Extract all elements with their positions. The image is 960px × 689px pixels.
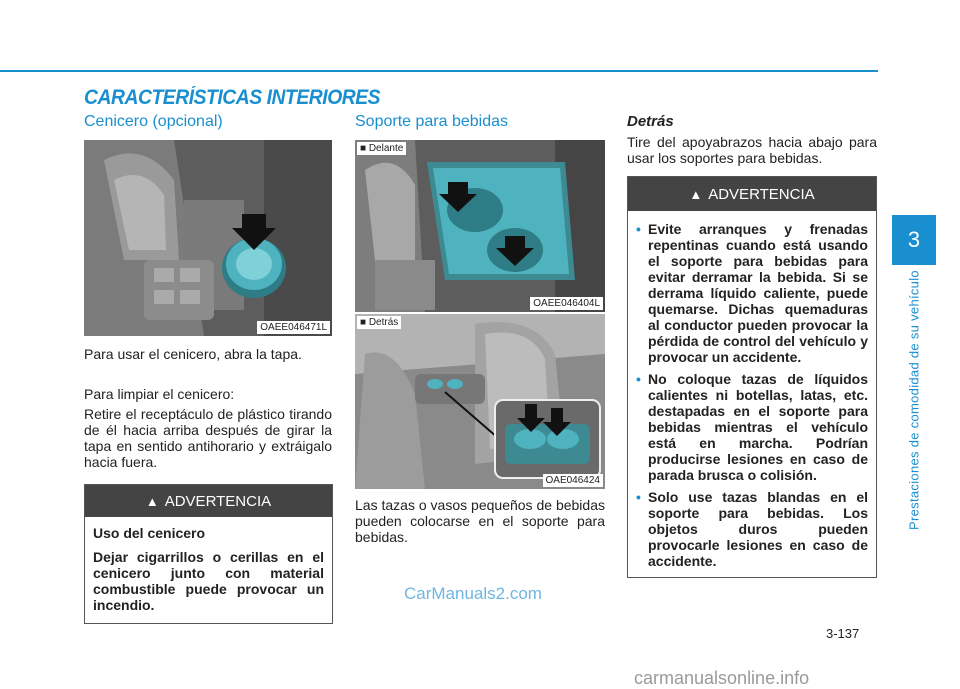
bullet-dot-icon: •	[636, 221, 641, 237]
page-number: 3-137	[826, 626, 860, 641]
rear-cupholder-photo	[355, 314, 605, 489]
rear-heading: Detrás	[627, 113, 674, 130]
cupholder-warning-title: ADVERTENCIA	[708, 185, 815, 203]
cupholder-heading: Soporte para bebidas	[355, 113, 508, 130]
warning-bullet-text: No coloque tazas de líquidos calientes ni botellas, latas, etc. destapadas en el soporte para bebidas mientras el vehículo está en marcha. Podrían producirse lesiones en caso de parada brusca o colisión.	[648, 371, 868, 483]
warning-triangle-icon: ▲	[689, 186, 703, 202]
ashtray-warning-header	[85, 485, 332, 517]
ashtray-usage-text: Para usar el cenicero, abra la tapa.	[84, 346, 302, 362]
front-cupholder-tag: ■ Delante	[357, 142, 406, 155]
ashtray-illustration	[84, 140, 332, 336]
ashtray-photo	[84, 140, 332, 336]
section-title: CARACTERÍSTICAS INTERIORES	[84, 86, 381, 109]
warning-bullet	[636, 489, 868, 569]
warning-bullet-text: Evite arranques y frenadas repentinas cuando está usando el soporte para bebidas para evitar derramar la bebida. Si se derrama líquido caliente, puede quemarse. Dichas quemaduras al conductor pueden provocar la pérdida de control del vehículo y provocar un accidente.	[648, 221, 868, 365]
cupholder-warning-box	[627, 176, 877, 578]
ashtray-warning-title: ADVERTENCIA	[164, 492, 272, 510]
cupholder-warning-header	[628, 177, 876, 211]
ashtray-image-code: OAEE046471L	[257, 321, 330, 334]
rear-cupholder-image-code: OAE046424	[543, 474, 604, 487]
ashtray-heading: Cenicero (opcional)	[84, 113, 223, 130]
rear-text: Tire del apoyabrazos hacia abajo para usar los soportes para bebidas.	[627, 134, 877, 166]
bullet-dot-icon: •	[636, 371, 641, 387]
watermark-carmanualsonline[interactable]: carmanualsonline.info	[634, 668, 810, 688]
watermark-carmanuals2[interactable]: CarManuals2.com	[404, 584, 542, 603]
cupholder-warning-body	[628, 211, 876, 583]
ashtray-clean-intro: Para limpiar el cenicero:	[84, 386, 235, 402]
front-cupholder-illustration	[355, 140, 605, 312]
warning-bullet-text: Solo use tazas blandas en el soporte para bebidas. Los objetos duros pueden provocarle lesiones en caso de accidente.	[648, 489, 868, 569]
warning-triangle-icon: ▲	[145, 493, 159, 509]
front-cupholder-photo	[355, 140, 605, 312]
ashtray-warning-subtitle: Uso del cenicero	[93, 525, 206, 541]
ashtray-warning-text: Dejar cigarrillos o cerillas en el cenicero junto con material combustible puede provocar un incendio.	[93, 549, 324, 613]
chapter-title: Prestaciones de comodidad de su vehículo	[906, 270, 922, 530]
ashtray-clean-text: Retire el receptáculo de plástico tirando de él hacia arriba después de girar la tapa en sentido antihorario y extráigalo hacia fuera.	[84, 406, 332, 470]
rear-cupholder-tag: ■ Detrás	[357, 316, 401, 329]
cupholder-text: Las tazas o vasos pequeños de bebidas pueden colocarse en el soporte para bebidas.	[355, 497, 605, 545]
warning-bullet	[636, 371, 868, 483]
ashtray-warning-box	[84, 484, 333, 624]
chapter-tab[interactable]: 3	[892, 215, 936, 265]
bullet-dot-icon: •	[636, 489, 641, 505]
front-cupholder-image-code: OAEE046404L	[530, 297, 603, 310]
ashtray-warning-body	[85, 517, 332, 629]
warning-bullet	[636, 221, 868, 365]
rear-cupholder-illustration	[355, 314, 605, 489]
top-rule	[0, 70, 878, 72]
